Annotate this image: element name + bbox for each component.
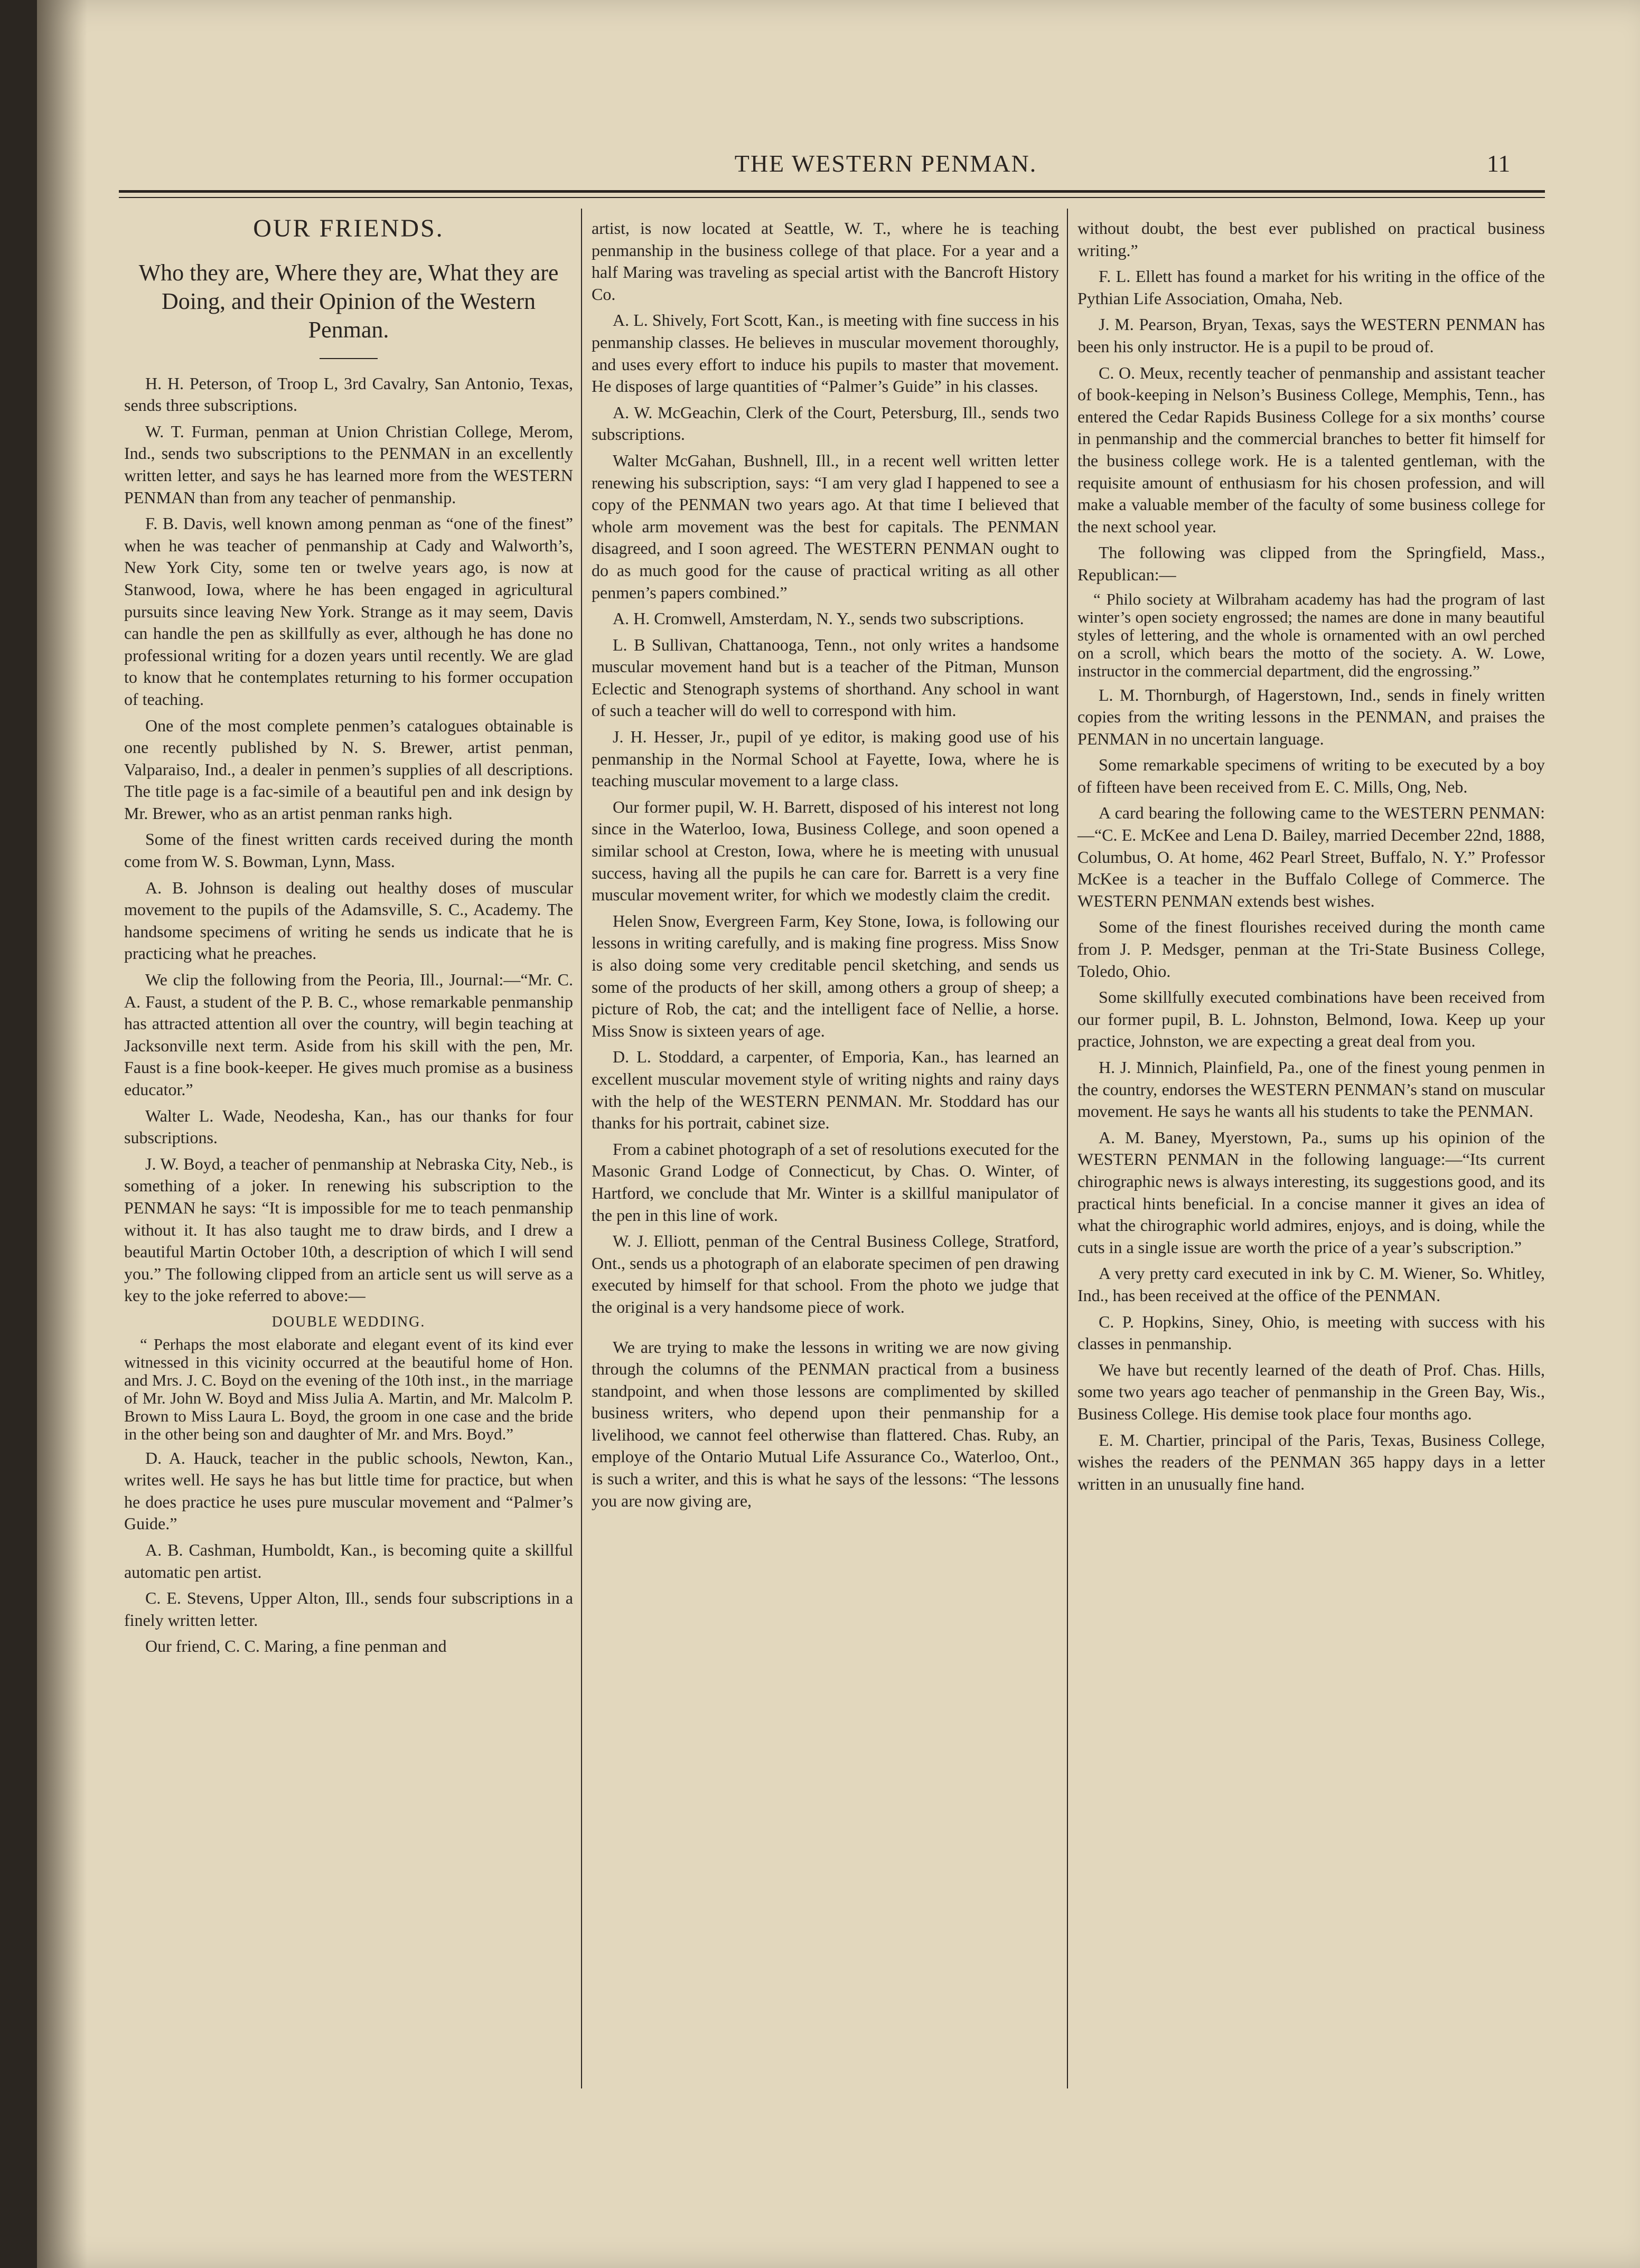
running-head: THE WESTERN PENMAN. bbox=[734, 150, 1037, 177]
news-item: H. J. Minnich, Plainfield, Pa., one of the finest young penmen in the country, endorses the WESTERN PENMAN’s stand on muscular movement. He says he wants all his students to take the PENMAN. bbox=[1077, 1058, 1545, 1121]
news-item: A. B. Johnson is dealing out healthy doses of muscular movement to the pupils of the Adamsville, S. C., Academy. The handsome specimens of writing he sends us indicate that he is practicing what he preaches. bbox=[124, 878, 573, 963]
news-item: L. M. Thornburgh, of Hagerstown, Ind., sends in finely written copies from the writing lessons in the PENMAN, and praises the PENMAN in no uncertain language. bbox=[1077, 685, 1545, 748]
news-item: Some of the finest written cards received during the month come from W. S. Bowman, Lynn, Mass. bbox=[124, 830, 573, 871]
quote-heading: DOUBLE WEDDING. bbox=[271, 1313, 426, 1330]
news-item: A. B. Cashman, Humboldt, Kan., is becoming quite a skillful automatic pen artist. bbox=[124, 1540, 573, 1582]
news-item: F. L. Ellett has found a market for his writing in the office of the Pythian Life Association, Omaha, Neb. bbox=[1077, 267, 1545, 308]
column-2 bbox=[592, 218, 1059, 1516]
continued-item: artist, is now located at Seattle, W. T., where he is teaching penmanship in the business college of that place. For a year and a half Maring was traveling as special artist with the Bancroft History Co. bbox=[592, 219, 1059, 304]
news-item: J. H. Hesser, Jr., pupil of ye editor, is making good use of his penmanship in the Normal School at Fayette, Iowa, where he is teaching muscular movement to a large class. bbox=[592, 727, 1059, 790]
news-item: Some skillfully executed combinations have been received from our former pupil, B. L. Johnston, Belmond, Iowa. Keep up your practice, Johnston, we are expecting a great deal from you. bbox=[1077, 987, 1545, 1051]
section-divider bbox=[320, 358, 378, 359]
news-item: H. H. Peterson, of Troop L, 3rd Cavalry, San Antonio, Texas, sends three subscriptions. bbox=[124, 373, 573, 415]
page-number: 11 bbox=[1487, 150, 1511, 177]
section-subtitle: Who they are, Where they are, What they are Doing, and their Opinion of the Western Penman. bbox=[138, 259, 559, 343]
newspaper-page bbox=[37, 0, 1640, 2268]
news-item: Helen Snow, Evergreen Farm, Key Stone, Iowa, is following our lessons in writing carefully, and is making fine progress. Miss Snow is also doing some very creditable pencil sketching, and sends us some of the products of her skill, among others a group of sheep; a picture of Rob, the cat; and the intelligent face of Nellie, a horse. Miss Snow is sixteen years of age. bbox=[592, 911, 1059, 1040]
column-divider-2 bbox=[1067, 209, 1068, 2088]
column-1 bbox=[124, 214, 573, 1662]
news-item: J. W. Boyd, a teacher of penmanship at Nebraska City, Neb., is something of a joker. In renewing his subscription to the PENMAN he says: “It is impossible for me to teach penmanship without it. It has also taught me to draw birds, and I drew a beautiful Martin October 10th, a description of which I will send you.” The following clipped from an article sent us will serve as a key to the joke referred to above:— bbox=[124, 1154, 573, 1305]
news-item: Our former pupil, W. H. Barrett, disposed of his interest not long since in the Waterloo, Iowa, Business College, and soon opened a similar school at Creston, Iowa, where he is meeting with unusual success, having all the pupils he can care for. Barrett is a very fine muscular movement writer, for which we modestly claim the credit. bbox=[592, 797, 1059, 905]
news-item: J. M. Pearson, Bryan, Texas, says the WESTERN PENMAN has been his only instructor. He is a pupil to be proud of. bbox=[1077, 315, 1545, 356]
news-item: Some of the finest flourishes received during the month came from J. P. Medsger, penman at the Tri-State Business College, Toledo, Ohio. bbox=[1077, 917, 1545, 981]
news-item: A very pretty card executed in ink by C. M. Wiener, So. Whitley, Ind., has been received at the office of the PENMAN. bbox=[1077, 1264, 1545, 1305]
news-item: We have but recently learned of the death of Prof. Chas. Hills, some two years ago teacher of penmanship in the Green Bay, Wis., Business College. His demise took place four months ago. bbox=[1077, 1360, 1545, 1423]
news-item: L. B Sullivan, Chattanooga, Tenn., not only writes a handsome muscular movement hand but is a teacher of the Pitman, Munson Eclectic and Stenograph systems of shorthand. Any school in want of such a teacher will do well to correspond with him. bbox=[592, 635, 1059, 720]
news-item: From a cabinet photograph of a set of resolutions executed for the Masonic Grand Lodge of Connecticut, by Chas. O. Winter, of Hartford, we conclude that Mr. Winter is a skillful manipulator of the pen in this line of work. bbox=[592, 1139, 1059, 1225]
news-item: C. E. Stevens, Upper Alton, Ill., sends four subscriptions in a finely written letter. bbox=[124, 1588, 573, 1630]
news-item: Some remarkable specimens of writing to be executed by a boy of fifteen have been received from E. C. Mills, Ong, Neb. bbox=[1077, 755, 1545, 796]
news-item: We clip the following from the Peoria, Ill., Journal:—“Mr. C. A. Faust, a student of the P. B. C., whose remarkable penmanship has attracted attention all over the country, will begin teaching at Jacksonville next term. Aside from his skill with the pen, Mr. Faust is a fine book-keeper. He gives much promise as a business educator.” bbox=[124, 970, 573, 1099]
news-item: The following was clipped from the Springfield, Mass., Republican:— bbox=[1077, 543, 1545, 584]
quoted-clipping: “ Perhaps the most elaborate and elegant event of its kind ever witnessed in this vicinity occurred at the beautiful home of Hon. and Mrs. J. C. Boyd on the evening of the 10th inst., in the marriage of Mr. John W. Boyd and Miss Julia A. Martin, and Mr. Malcolm P. Brown to Miss Laura L. Boyd, the groom in one case and the bride in the other being son and daughter of Mr. and Mrs. Boyd.” bbox=[124, 1334, 573, 1443]
news-item: One of the most complete penmen’s catalogues obtainable is one recently published by N. S. Brewer, artist penman, Valparaiso, Ind., a dealer in penmen’s supplies of all descriptions. The title page is a fac-simile of a beautiful pen and ink design by Mr. Brewer, who as an artist penman ranks high. bbox=[124, 716, 573, 823]
news-item: We are trying to make the lessons in writing we are now giving through the columns of the PENMAN practical from a business standpoint, and when those lessons are complimented by skilled business writers, who depend upon their penmanship for a livelihood, we cannot feel otherwise than flattered. Chas. Ruby, an employe of the Ontario Mutual Life Assurance Co., Waterloo, Ont., is such a writer, and this is what he says of the lessons: “The lessons you are now giving are, bbox=[592, 1337, 1059, 1510]
news-item: A. L. Shively, Fort Scott, Kan., is meeting with fine success in his penmanship classes. He believes in muscular movement thoroughly, and uses every effort to induce his pupils to master that movement. He disposes of large quantities of “Palmer’s Guide” in his classes. bbox=[592, 310, 1059, 396]
news-item: Walter L. Wade, Neodesha, Kan., has our thanks for four subscriptions. bbox=[124, 1106, 573, 1147]
section-title: OUR FRIENDS. bbox=[253, 214, 444, 242]
column-3 bbox=[1077, 218, 1545, 1499]
header-rule-thin bbox=[119, 197, 1545, 198]
news-item: Walter McGahan, Bushnell, Ill., in a recent well written letter renewing his subscription, says: “I am very glad I happened to see a copy of the PENMAN two years ago. At that time I believed that whole arm movement was the best for capitals. The PENMAN disagreed, and I soon agreed. The WESTERN PENMAN ought to do as much good for the cause of practical writing as all other penmen’s papers combined.” bbox=[592, 450, 1059, 602]
column-divider-1 bbox=[581, 209, 582, 2088]
news-item: C. P. Hopkins, Siney, Ohio, is meeting with success with his classes in penmanship. bbox=[1077, 1312, 1545, 1353]
quoted-clipping: “ Philo society at Wilbraham academy has had the program of last winter’s open society engrossed; the names are done in many beautiful styles of lettering, and the whole is ornamented with an owl perched on a scroll, which bears the motto of the society. A. W. Lowe, instructor in the commercial department, did the engrossing.” bbox=[1077, 589, 1545, 680]
news-item: A. M. Baney, Myerstown, Pa., sums up his opinion of the WESTERN PENMAN in the following language:—“Its current chirographic news is always interesting, its suggestions good, and its practical hints beneficial. In a concise manner it gives an idea of what the chirographic world admires, enjoys, and is doing, while the cuts in a single issue are worth the price of a year’s subscription.” bbox=[1077, 1127, 1545, 1257]
news-item: A. W. McGeachin, Clerk of the Court, Petersburg, Ill., sends two subscriptions. bbox=[592, 402, 1059, 444]
news-item: Our friend, C. C. Maring, a fine penman and bbox=[145, 1636, 447, 1656]
header-rule-thick bbox=[119, 190, 1545, 193]
news-item: W. J. Elliott, penman of the Central Business College, Stratford, Ont., sends us a photograph of an elaborate specimen of pen drawing executed by himself for that school. From the photo we judge that the original is a very handsome piece of work. bbox=[592, 1231, 1059, 1316]
news-item: D. A. Hauck, teacher in the public schools, Newton, Kan., writes well. He says he has but little time for practice, but when he does practice he uses pure muscular movement and “Palmer’s Guide.” bbox=[124, 1448, 573, 1533]
news-item: A card bearing the following came to the WESTERN PENMAN:—“C. E. McKee and Lena D. Bailey, married December 22nd, 1888, Columbus, O. At home, 462 Pearl Street, Buffalo, N. Y.” Professor McKee is a teacher in the Buffalo College of Commerce. The WESTERN PENMAN extends best wishes. bbox=[1077, 803, 1545, 910]
news-item: A. H. Cromwell, Amsterdam, N. Y., sends two subscriptions. bbox=[613, 609, 1024, 628]
news-item: D. L. Stoddard, a carpenter, of Emporia, Kan., has learned an excellent muscular movement style of writing nights and rainy days with the help of the WESTERN PENMAN. Mr. Stoddard has our thanks for his portrait, cabinet size. bbox=[592, 1047, 1059, 1133]
news-item: W. T. Furman, penman at Union Christian College, Merom, Ind., sends two subscriptions to the PENMAN in an excellently written letter, and says he has learned more from the WESTERN PENMAN than from any teacher of penmanship. bbox=[124, 421, 573, 507]
binding-shadow bbox=[37, 0, 87, 2268]
news-item: E. M. Chartier, principal of the Paris, Texas, Business College, wishes the readers of the PENMAN 365 happy days in a letter written in an unusually fine hand. bbox=[1077, 1430, 1545, 1493]
news-item: F. B. Davis, well known among penman as “one of the finest” when he was teacher of penmanship at Cady and Walworth’s, New York City, some ten or twelve years ago, is now at Stanwood, Iowa, where he has been engaged in agricultural pursuits since leaving New York. Strange as it may seem, Davis can handle the pen as skillfully as ever, although he has done no professional writing for a dozen years until recently. We are glad to know that he contemplates returning to his former occupation of teaching. bbox=[124, 514, 573, 709]
news-item: C. O. Meux, recently teacher of penmanship and assistant teacher of book-keeping in Nelson’s Business College, Memphis, Tenn., has entered the Cedar Rapids Business College for a six months’ course in penmanship and the commercial branches to better fit himself for the business college work. He is a talented gentleman, with the requisite amount of enthusiasm for his chosen profession, and will make a valuable member of the faculty of some business college for the next school year. bbox=[1077, 363, 1545, 536]
continued-item: without doubt, the best ever published on practical business writing.” bbox=[1077, 219, 1545, 260]
